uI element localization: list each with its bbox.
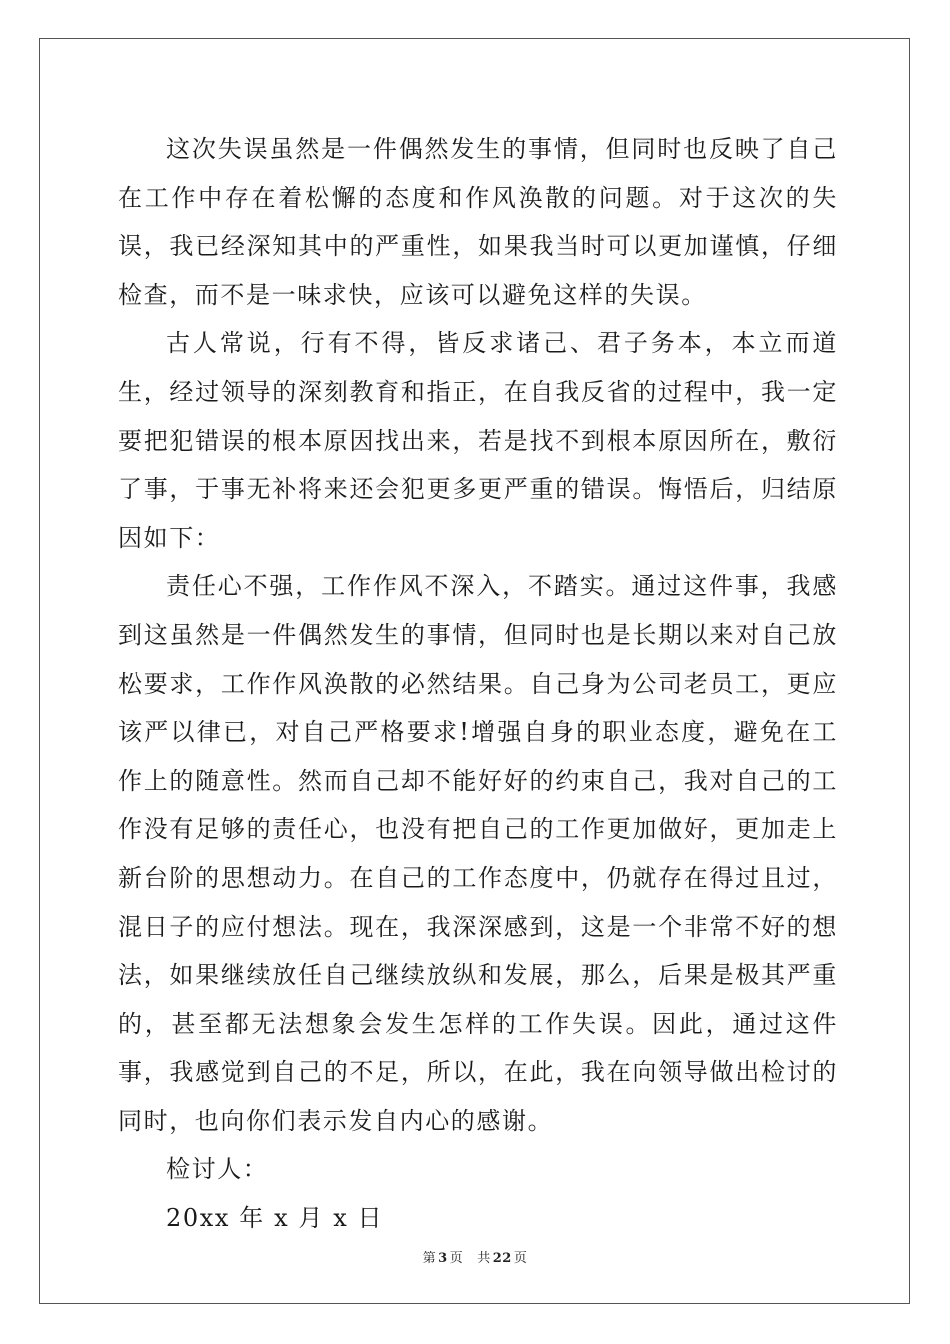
paragraph-3: 责任心不强，工作作风不深入，不踏实。通过这件事，我感到这虽然是一件偶然发生的事情，但同时也是长期以来对自己放松要求，工作作风涣散的必然结果。自己身为公司老员工，更应该严以律已，对自己严格要求!增强自身的职业态度，避免在工作上的随意性。然而自己却不能好好的约束自己，我对自己的工作没有足够的责任心，也没有把自己的工作更加做好，更加走上新台阶的思想动力。在自己的工作态度中，仍就存在得过且过，混日子的应付想法。现在，我深深感到，这是一个非常不好的想法，如果继续放任自己继续放纵和发展，那么，后果是极其严重的，甚至都无法想象会发生怎样的工作失误。因此，通过这件事，我感觉到自己的不足，所以，在此，我在向领导做出检讨的同时，也向你们表示发自内心的感谢。 [118, 572, 838, 1135]
total-prefix: 共 [477, 1251, 491, 1266]
page-suffix: 页 [449, 1251, 464, 1266]
page-footer [0, 1247, 950, 1266]
paragraph-1: 这次失误虽然是一件偶然发生的事情，但同时也反映了自己在工作中存在着松懈的态度和作风涣散的问题。对于这次的失误，我已经深知其中的严重性，如果我当时可以更加谨慎，仔细检查，而不是一味求快，应该可以避免这样的失误。 [118, 135, 838, 309]
document-body [118, 125, 838, 1243]
page-total: 22 [492, 1251, 512, 1266]
signature-label: 检讨人： [166, 1155, 269, 1184]
page-current: 3 [438, 1251, 448, 1266]
total-suffix: 页 [513, 1251, 528, 1266]
paragraph-2: 古人常说，行有不得，皆反求诸己、君子务本，本立而道生，经过领导的深刻教育和指正，在自我反省的过程中，我一定要把犯错误的根本原因找出来，若是找不到根本原因所在，敷衍了事，于事无补将来还会犯更多更严重的错误。悔悟后，归结原因如下： [118, 329, 838, 552]
page-prefix: 第 [422, 1251, 437, 1266]
date-line: 20xx 年 x 月 x 日 [166, 1204, 384, 1233]
